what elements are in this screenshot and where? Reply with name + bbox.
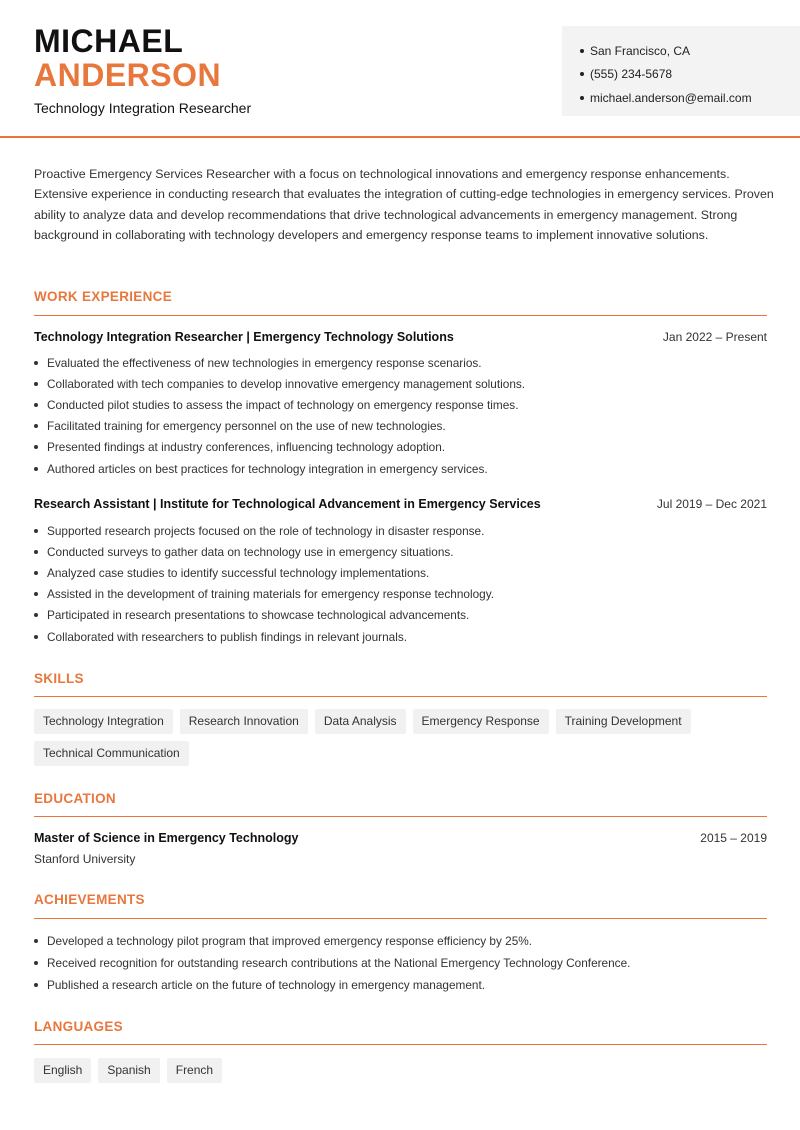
bullet-dot-icon	[34, 424, 38, 428]
section-title-achievements: ACHIEVEMENTS	[34, 892, 145, 907]
list-item-text: Collaborated with tech companies to develop innovative emergency management solutions.	[47, 376, 526, 391]
job-bullets-1	[34, 352, 767, 479]
language-tag: English	[34, 1058, 91, 1083]
list-item	[34, 584, 767, 605]
list-item-text: Supported research projects focused on the role of technology in disaster response.	[47, 523, 485, 538]
list-item	[34, 373, 767, 394]
list-item-text: Presented findings at industry conferences, influencing technology adoption.	[47, 440, 446, 455]
list-item	[34, 626, 767, 647]
list-item	[34, 437, 767, 458]
list-item-text: Conducted pilot studies to assess the impact of technology on emergency response times.	[47, 397, 519, 412]
list-item	[34, 541, 767, 562]
education-dates: 2015 – 2019	[700, 831, 767, 845]
bullet-dot-icon	[580, 72, 584, 76]
bullet-dot-icon	[580, 49, 584, 53]
contact-phone	[580, 63, 800, 87]
language-tag: French	[167, 1058, 222, 1083]
list-item	[34, 605, 767, 626]
bullet-dot-icon	[34, 571, 38, 575]
achievements-list	[34, 930, 767, 996]
job-role: Technology Integration Researcher | Emergency Technology Solutions	[34, 330, 454, 344]
section-title-experience: WORK EXPERIENCE	[34, 289, 173, 304]
contact-phone-text: (555) 234-5678	[590, 67, 673, 82]
contact-location-text: San Francisco, CA	[590, 43, 691, 58]
list-item-text: Published a research article on the future of technology in emergency management.	[47, 978, 486, 992]
bullet-dot-icon	[34, 592, 38, 596]
job-role: Research Assistant | Institute for Technological Advancement in Emergency Services	[34, 497, 541, 511]
skill-tag: Data Analysis	[315, 709, 406, 734]
bullet-dot-icon	[34, 403, 38, 407]
section-title-education: EDUCATION	[34, 791, 116, 806]
list-item	[34, 952, 767, 974]
list-item-text: Received recognition for outstanding research contributions at the National Emergency Technology Conference.	[47, 956, 631, 970]
skill-tag: Technical Communication	[34, 741, 189, 766]
section-divider	[34, 315, 767, 316]
job-dates: Jul 2019 – Dec 2021	[656, 497, 767, 511]
bullet-dot-icon	[34, 529, 38, 533]
list-item-text: Facilitated training for emergency personnel on the use of new technologies.	[47, 419, 446, 434]
contact-email	[580, 86, 800, 110]
skill-tag: Technology Integration	[34, 709, 173, 734]
contact-box	[562, 26, 800, 116]
section-title-skills: SKILLS	[34, 671, 84, 686]
list-item	[34, 520, 767, 541]
bullet-dot-icon	[34, 382, 38, 386]
school-name: Stanford University	[34, 852, 136, 866]
bullet-dot-icon	[34, 635, 38, 639]
skills-list	[34, 709, 774, 766]
job-header-1	[34, 330, 767, 344]
language-tag: Spanish	[98, 1058, 159, 1083]
job-bullets-2	[34, 520, 767, 647]
list-item-text: Evaluated the effectiveness of new technologies in emergency response scenarios.	[47, 355, 482, 370]
job-dates: Jan 2022 – Present	[662, 330, 767, 344]
bullet-dot-icon	[580, 96, 584, 100]
list-item	[34, 562, 767, 583]
list-item-text: Developed a technology pilot program that improved emergency response efficiency by 25%.	[47, 934, 533, 948]
education-header	[34, 831, 767, 845]
skill-tag: Emergency Response	[413, 709, 549, 734]
section-title-languages: LANGUAGES	[34, 1019, 123, 1034]
bullet-dot-icon	[34, 613, 38, 617]
job-title: Technology Integration Researcher	[34, 100, 252, 116]
bullet-dot-icon	[34, 550, 38, 554]
contact-email-text: michael.anderson@email.com	[590, 90, 752, 105]
list-item-text: Participated in research presentations to showcase technological advancements.	[47, 608, 470, 623]
summary-paragraph: Proactive Emergency Services Researcher with a focus on technological innovations and emergency response enhancements. Extensive experience in conducting research that evaluates the integration of cutting-edge technologies in emergency services. Proven ability to analyze data and develop recommendations that drive technological advancements in emergency management. Strong background in collaborating with technology developers and emergency response teams to implement innovative solutions.	[34, 167, 774, 243]
bullet-dot-icon	[34, 467, 38, 471]
list-item-text: Authored articles on best practices for technology integration in emergency services.	[47, 461, 488, 476]
list-item	[34, 352, 767, 373]
resume-header	[0, 0, 800, 138]
section-divider	[34, 1044, 767, 1045]
bullet-dot-icon	[34, 361, 38, 365]
list-item-text: Collaborated with researchers to publish findings in relevant journals.	[47, 629, 408, 644]
first-name: MICHAEL	[34, 23, 184, 59]
bullet-dot-icon	[34, 939, 38, 943]
skill-tag: Training Development	[556, 709, 691, 734]
list-item-text: Analyzed case studies to identify successful technology implementations.	[47, 565, 430, 580]
list-item-text: Assisted in the development of training materials for emergency response technology.	[47, 587, 494, 602]
contact-location	[580, 39, 800, 63]
list-item	[34, 974, 767, 996]
job-header-2	[34, 497, 767, 511]
skill-tag: Research Innovation	[180, 709, 308, 734]
bullet-dot-icon	[34, 961, 38, 965]
bullet-dot-icon	[34, 983, 38, 987]
bullet-dot-icon	[34, 445, 38, 449]
languages-list	[34, 1058, 774, 1083]
list-item	[34, 394, 767, 415]
section-divider	[34, 918, 767, 919]
degree: Master of Science in Emergency Technology	[34, 831, 299, 845]
list-item	[34, 930, 767, 952]
list-item	[34, 416, 767, 437]
last-name: ANDERSON	[34, 57, 222, 93]
list-item	[34, 458, 767, 479]
section-divider	[34, 816, 767, 817]
list-item-text: Conducted surveys to gather data on technology use in emergency situations.	[47, 544, 454, 559]
section-divider	[34, 696, 767, 697]
